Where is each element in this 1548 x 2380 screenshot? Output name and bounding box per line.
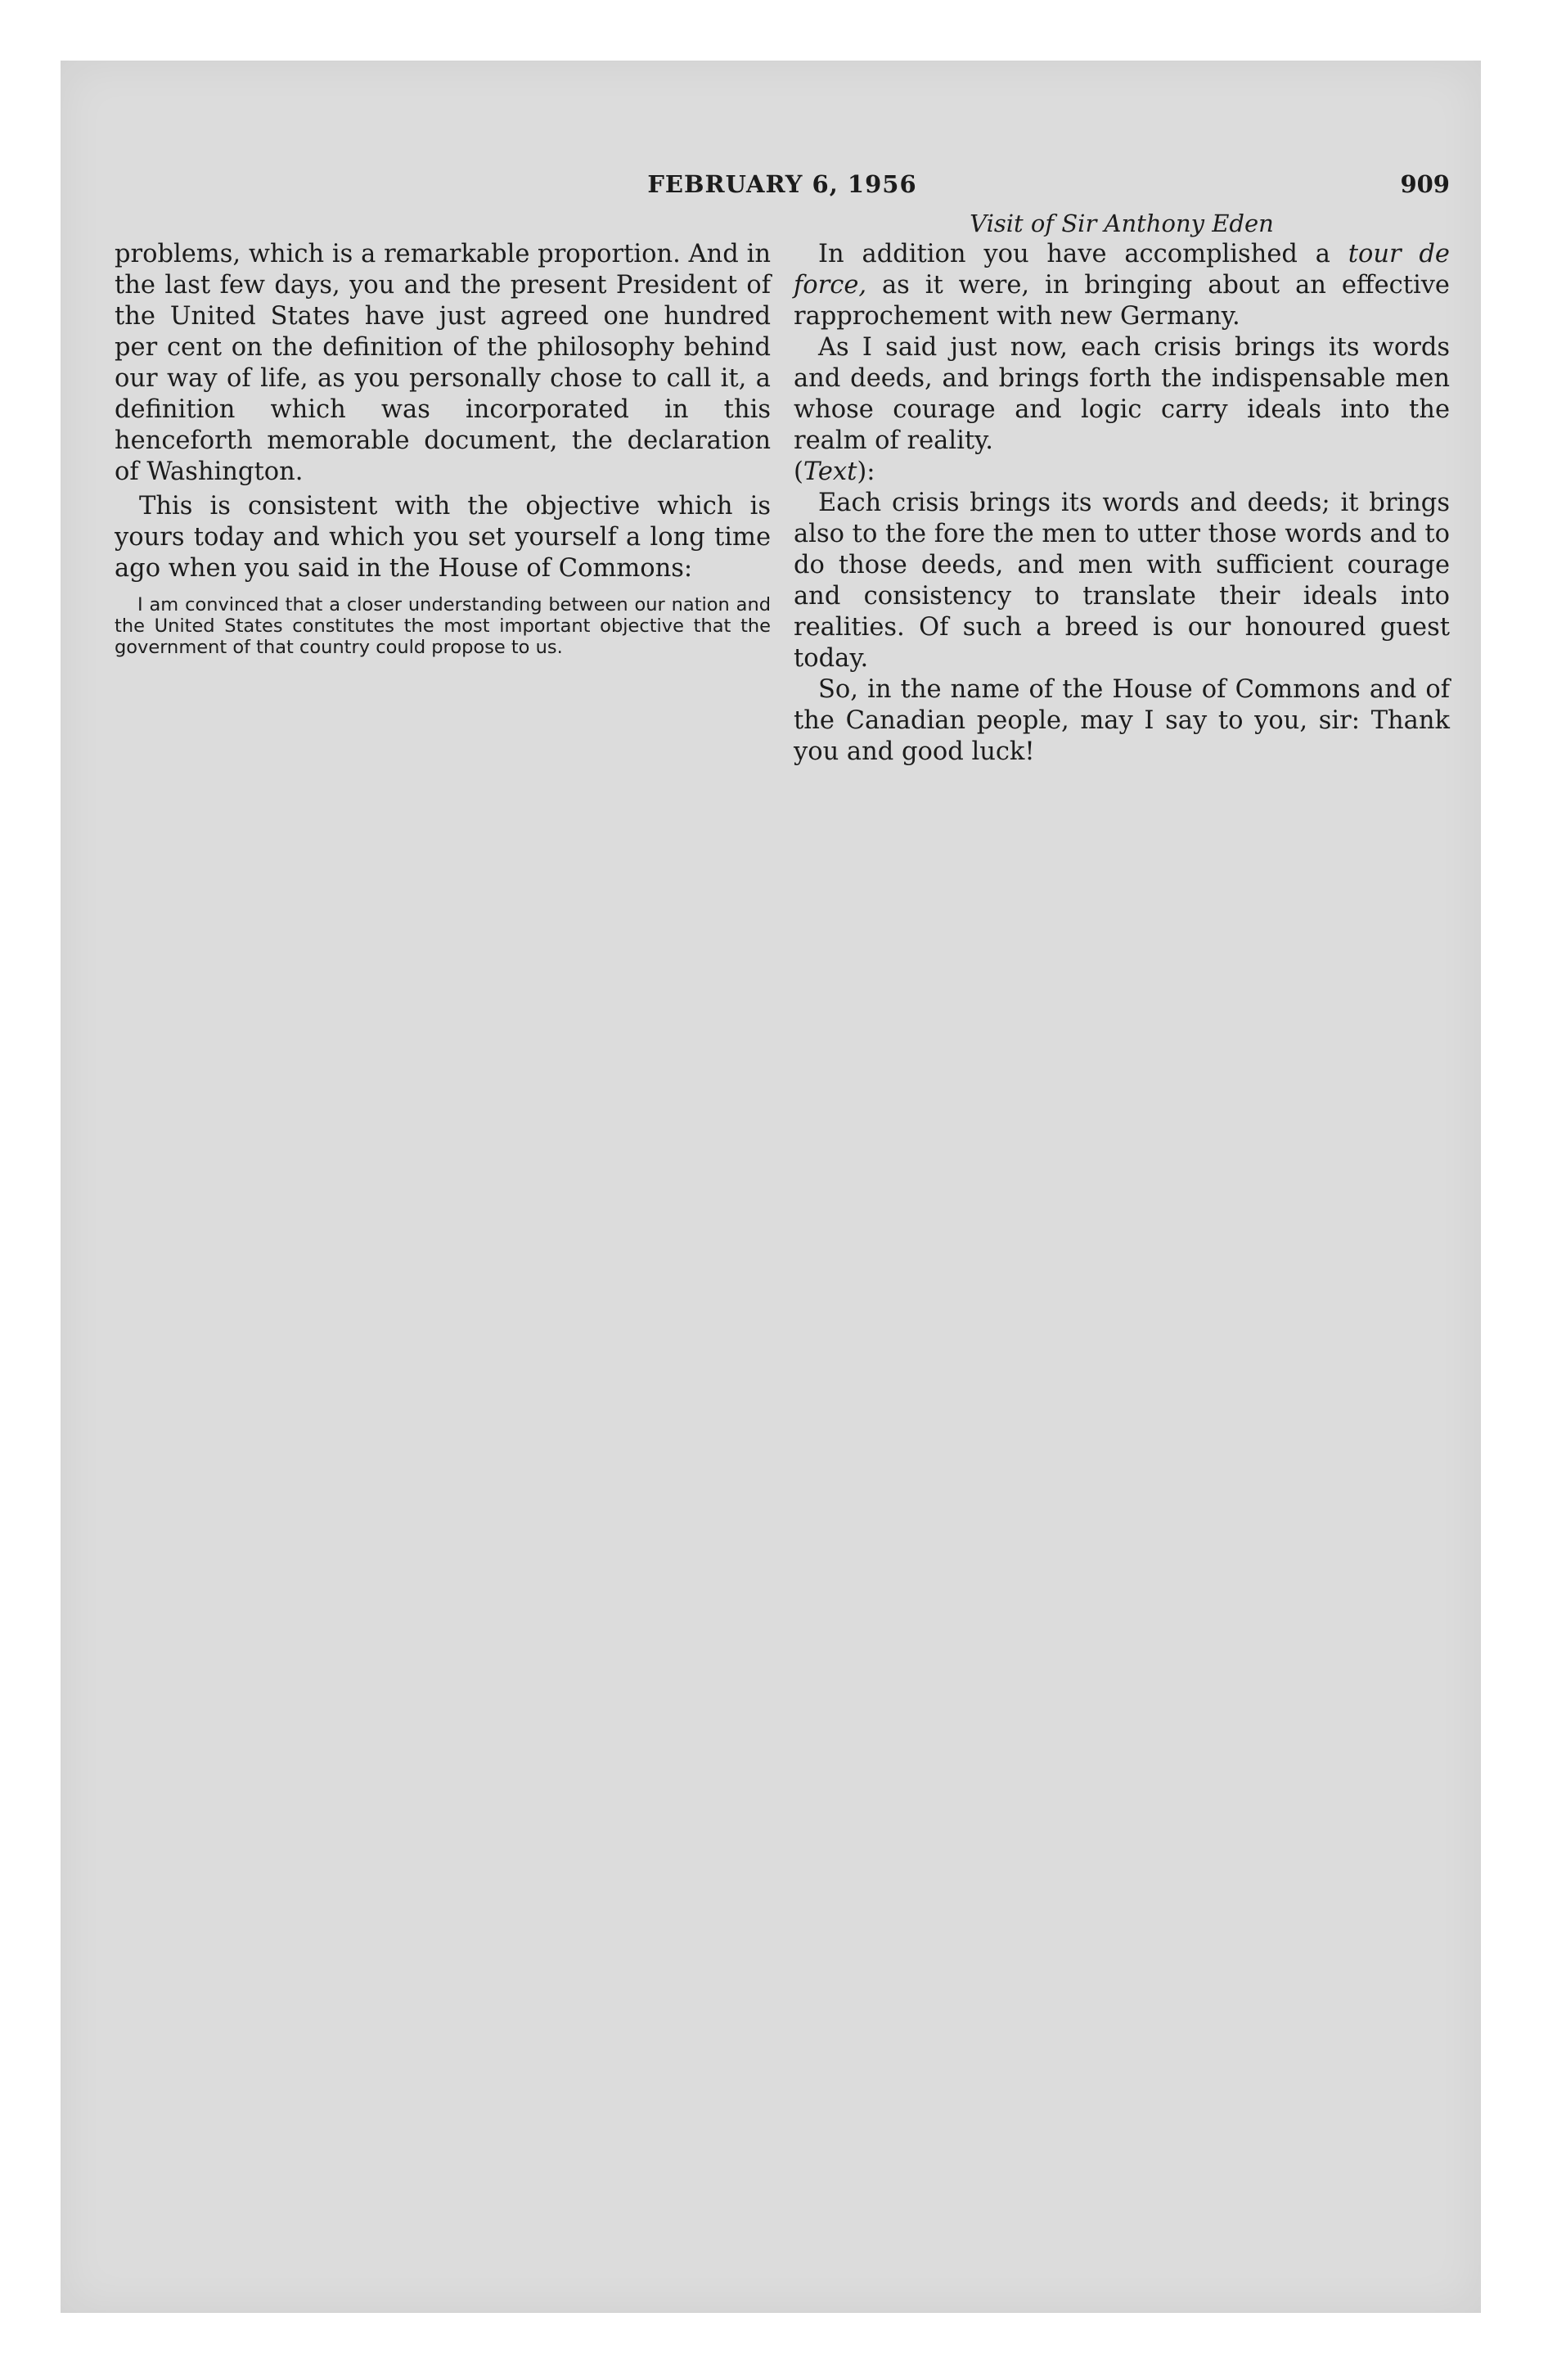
page-number: 909 [1400,170,1450,198]
right-paragraph-1-italic: tour de force, [794,240,1450,300]
left-column [115,208,771,658]
right-paragraph-2: As I said just now, each crisis brings its words and deeds, and brings forth the indispensable men whose courage and logic carry ideals into the realm of reality. [794,333,1450,455]
left-paragraph-2: This is consistent with the objective which is yours today and which you set yourself a long time ago when you said in the House of Commons: [115,492,771,583]
document-page [115,170,1450,766]
right-paragraph-3: Each crisis brings its words and deeds; it brings also to the fore the men to utter those words and to do those deeds, and men with sufficient courage and consistency to translate their ideals into realities. Of such a breed is our honoured guest today. [794,489,1450,673]
block-quote: I am convinced that a closer understanding between our nation and the United States constitutes the most important objective that the government of that country could propose to us. [115,594,771,658]
text-label-word: Text [803,458,857,486]
right-paragraph-1-end: as it were, in bringing about an effective rapprochement with new Germany. [794,271,1450,331]
text-label [794,457,1450,488]
section-subhead: Visit of Sir Anthony Eden [970,210,1274,237]
right-paragraph-1 [794,239,1450,332]
right-paragraph-4: So, in the name of the House of Commons and of the Canadian people, may I say to you, sir: Thank you and good luck! [794,675,1450,766]
right-column [794,208,1450,768]
left-paragraph-1: problems, which is a remarkable proportion. And in the last few days, you and the present President of the United States have just agreed one hundred per cent on the definition of the philosophy behind our way of life, as you personally chose to call it, a definition which was incorporated in this henceforth memorable document, the declaration of Washington. [115,240,771,486]
text-label-open: ( [794,458,803,486]
text-label-close: ): [857,458,875,486]
running-head [115,170,1450,208]
right-paragraph-1-start: In addition you have accomplished a [818,240,1348,268]
header-date: FEBRUARY 6, 1956 [647,170,917,198]
